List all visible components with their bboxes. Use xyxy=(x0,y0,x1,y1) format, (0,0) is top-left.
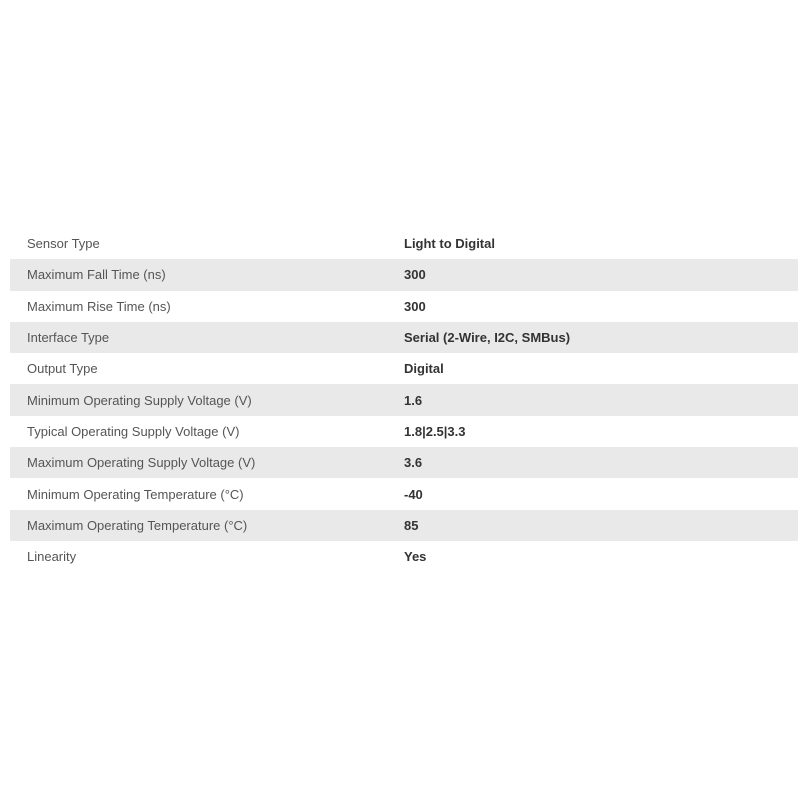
spec-row-maximum-supply-voltage xyxy=(10,447,798,478)
spec-row-maximum-operating-temperature xyxy=(10,510,798,541)
spec-value: Digital xyxy=(404,361,444,377)
spec-value: Light to Digital xyxy=(404,236,495,252)
spec-value: Yes xyxy=(404,549,427,565)
spec-value: 1.8|2.5|3.3 xyxy=(404,423,466,439)
spec-value: 3.6 xyxy=(404,455,423,471)
spec-label: Maximum Fall Time (ns) xyxy=(27,267,166,283)
spec-value: 300 xyxy=(404,298,426,314)
spec-value: 300 xyxy=(404,267,426,283)
spec-label: Maximum Operating Temperature (°C) xyxy=(27,517,248,533)
spec-label: Minimum Operating Supply Voltage (V) xyxy=(27,392,252,408)
spec-row-interface-type xyxy=(10,322,798,353)
spec-row-linearity xyxy=(10,541,798,572)
spec-value: -40 xyxy=(404,486,423,502)
spec-value: 85 xyxy=(404,517,419,533)
specifications-body xyxy=(10,228,798,572)
spec-label: Maximum Operating Supply Voltage (V) xyxy=(27,455,256,471)
spec-value: 1.6 xyxy=(404,392,423,408)
spec-label: Linearity xyxy=(27,549,77,565)
spec-label: Minimum Operating Temperature (°C) xyxy=(27,486,244,502)
spec-label: Maximum Rise Time (ns) xyxy=(27,298,171,314)
spec-label: Sensor Type xyxy=(27,236,100,252)
spec-row-minimum-operating-temperature xyxy=(10,478,798,509)
spec-row-maximum-rise-time xyxy=(10,291,798,322)
spec-row-sensor-type xyxy=(10,228,798,259)
spec-row-maximum-fall-time xyxy=(10,259,798,290)
spec-row-typical-supply-voltage xyxy=(10,416,798,447)
specifications-table xyxy=(10,228,798,572)
spec-label: Output Type xyxy=(27,361,98,377)
spec-value: Serial (2-Wire, I2C, SMBus) xyxy=(404,330,571,346)
spec-label: Interface Type xyxy=(27,330,110,346)
spec-row-minimum-supply-voltage xyxy=(10,384,798,415)
spec-label: Typical Operating Supply Voltage (V) xyxy=(27,423,240,439)
spec-row-output-type xyxy=(10,353,798,384)
